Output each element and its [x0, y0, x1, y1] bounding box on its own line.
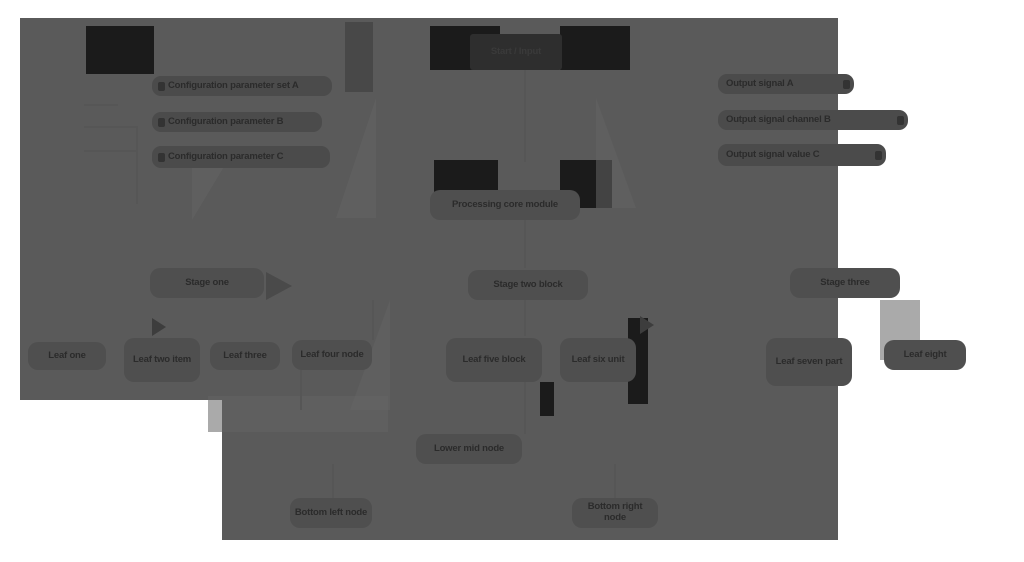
node-start-input-label: Start / Input	[490, 45, 542, 57]
edge-stage-two-down	[524, 300, 526, 336]
node-left-item-2-label: Configuration parameter B	[168, 115, 284, 127]
node-bottom-left[interactable]	[290, 498, 372, 528]
node-leaf-5[interactable]	[446, 338, 542, 382]
edge-leaf-4-down	[300, 370, 302, 410]
node-leaf-7[interactable]	[766, 338, 852, 386]
node-lower-mid[interactable]	[416, 434, 522, 464]
edge-lower-mid-up	[524, 382, 526, 434]
node-bottom-right[interactable]	[572, 498, 658, 528]
node-leaf-4-label: Leaf four node	[300, 348, 364, 360]
decorative-block-top-center-right	[560, 26, 630, 70]
shade-top-left-column	[345, 22, 373, 92]
node-right-item-2[interactable]	[718, 110, 908, 130]
node-left-item-2[interactable]	[152, 112, 322, 132]
node-leaf-6[interactable]	[560, 338, 636, 382]
node-leaf-2[interactable]	[124, 338, 200, 382]
node-stage-three[interactable]	[790, 268, 900, 298]
node-leaf-1-label: Leaf one	[48, 349, 86, 361]
edge-bottom-left-up	[332, 464, 334, 498]
node-left-item-3-label: Configuration parameter C	[168, 150, 284, 162]
node-right-item-3[interactable]	[718, 144, 886, 166]
node-leaf-8-label: Leaf eight	[903, 348, 947, 360]
node-stage-two-label: Stage two block	[493, 278, 563, 290]
node-stage-one-label: Stage one	[185, 276, 229, 288]
node-left-item-1-label: Configuration parameter set A	[168, 79, 299, 91]
edge-bottom-right-up	[614, 464, 616, 498]
node-right-item-1[interactable]	[718, 74, 854, 94]
edge-stage-two-left-down	[372, 300, 374, 340]
node-leaf-3-label: Leaf three	[223, 349, 267, 361]
edge-start-down	[524, 70, 526, 162]
bullet-icon	[158, 82, 165, 91]
bullet-icon	[843, 80, 850, 89]
decorative-block-top-left	[86, 26, 154, 74]
arrow-stage-one-right	[266, 272, 292, 300]
node-left-item-1[interactable]	[152, 76, 332, 96]
edge-left-2	[84, 126, 136, 128]
decorative-block-lower-stub	[540, 382, 554, 416]
shade-lower-bar	[208, 396, 388, 432]
bullet-icon	[158, 118, 165, 127]
node-leaf-6-label: Leaf six unit	[571, 353, 625, 365]
edge-left-1	[84, 104, 118, 106]
edge-left-vertical	[136, 126, 138, 204]
node-bottom-left-label: Bottom left node	[294, 506, 368, 518]
bullet-icon	[875, 151, 882, 160]
node-stage-three-label: Stage three	[820, 276, 870, 288]
node-processing-core[interactable]	[430, 190, 580, 220]
node-stage-one[interactable]	[150, 268, 264, 298]
node-leaf-3[interactable]	[210, 342, 280, 370]
node-lower-mid-label: Lower mid node	[433, 442, 505, 454]
node-right-item-3-label: Output signal value C	[726, 148, 820, 160]
arrow-down-left	[152, 318, 166, 336]
node-right-item-2-label: Output signal channel B	[726, 113, 831, 125]
node-leaf-1[interactable]	[28, 342, 106, 370]
node-leaf-8[interactable]	[884, 340, 966, 370]
bullet-icon	[897, 116, 904, 125]
arrow-down-right	[640, 316, 654, 334]
node-leaf-2-label: Leaf two item	[132, 353, 192, 365]
node-leaf-5-label: Leaf five block	[462, 353, 526, 365]
node-leaf-4[interactable]	[292, 340, 372, 370]
node-processing-core-label: Processing core module	[452, 198, 558, 210]
edge-left-3	[84, 150, 136, 152]
node-stage-two[interactable]	[468, 270, 588, 300]
node-start-input[interactable]	[470, 34, 562, 70]
node-leaf-7-label: Leaf seven part	[775, 355, 843, 367]
edge-core-down	[524, 220, 526, 268]
bullet-icon	[158, 153, 165, 162]
node-bottom-right-label: Bottom right node	[587, 501, 643, 523]
node-left-item-3[interactable]	[152, 146, 330, 168]
node-right-item-1-label: Output signal A	[726, 77, 794, 89]
